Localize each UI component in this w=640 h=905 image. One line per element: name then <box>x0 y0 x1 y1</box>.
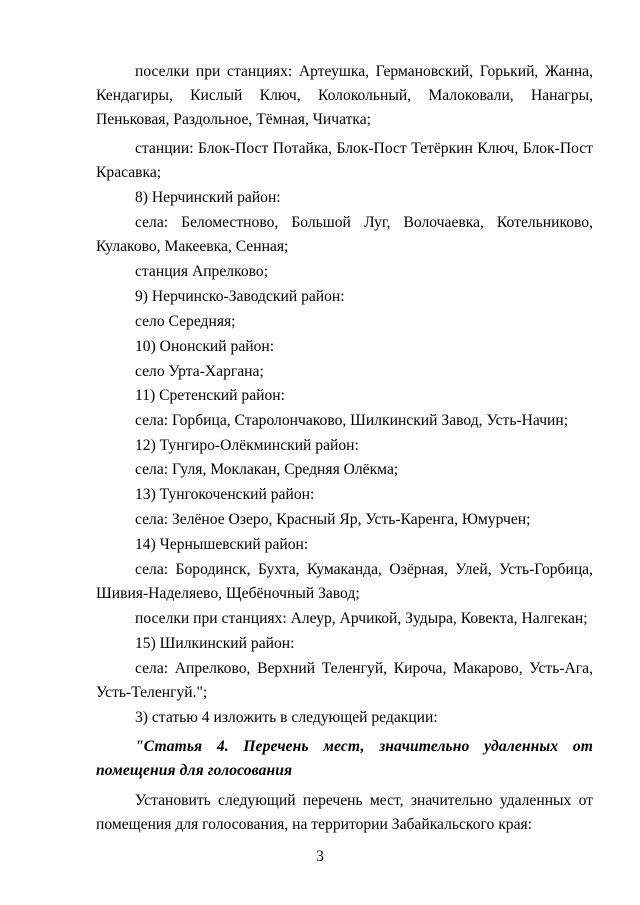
paragraph-villages-tungiro-olyokminsky: села: Гуля, Моклакан, Средняя Олёкма; <box>135 461 399 478</box>
paragraph-station-aprelkovo: станция Апрелково; <box>135 263 269 280</box>
district-heading-shilkinsky: 15) Шилкинский район: <box>135 635 295 652</box>
district-heading-tungiro-olyokminsky: 12) Тунгиро-Олёкминский район: <box>135 437 359 454</box>
paragraph-village-serednyaya: село Середняя; <box>135 313 236 330</box>
page-number: 3 <box>316 848 324 865</box>
paragraph-villages-tungokochensky: села: Зелёное Озеро, Красный Яр, Усть-Каренга, Юмурчен; <box>135 511 531 528</box>
paragraph-villages-chernyshevsky: села: Бородинск, Бухта, Кумаканда, Озёрная, Улей, Усть-Горбица, Шивия-Наделяево, Щебёночный Завод; <box>96 561 593 603</box>
article-4-title: "Статья 4. Перечень мест, значительно удаленных от помещения для голосования <box>96 738 593 780</box>
paragraph-settlements-at-stations: поселки при станциях: Артеушка, Германовский, Горький, Жанна, Кендагиры, Кислый Ключ, Колокольный, Малоковали, Нанагры, Пеньковая, Раздольное, Тёмная, Чичатка; <box>96 63 593 129</box>
district-heading-nerchinsky: 8) Нерчинский район: <box>135 189 281 206</box>
district-heading-sretensky: 11) Сретенский район: <box>135 387 285 404</box>
paragraph-villages-sretensky: села: Горбица, Старолончаково, Шилкинский Завод, Усть-Начин; <box>135 412 569 429</box>
district-heading-tungokochensky: 13) Тунгокоченский район: <box>135 486 315 503</box>
district-heading-ononsky: 10) Ононский район: <box>135 338 275 355</box>
district-heading-nerchinsko-zavodsky: 9) Нерчинско-Заводский район: <box>135 288 345 305</box>
paragraph-stations: станции: Блок-Пост Потайка, Блок-Пост Тетёркин Ключ, Блок-Пост Красавка; <box>96 140 593 182</box>
paragraph-amendment-article-4: 3) статью 4 изложить в следующей редакции: <box>135 709 438 726</box>
paragraph-villages-shilkinsky: села: Апрелково, Верхний Теленгуй, Кироча, Макарово, Усть-Ага, Усть-Теленгуй."; <box>96 660 593 702</box>
paragraph-villages-nerchinsky: села: Беломестново, Большой Луг, Волочаевка, Котельниково, Кулаково, Макеевка, Сенная; <box>96 214 593 256</box>
paragraph-article-4-body: Установить следующий перечень мест, значительно удаленных от помещения для голосования, на территории Забайкальского края: <box>96 792 593 834</box>
paragraph-village-urta-khargana: село Урта-Харгана; <box>135 363 264 380</box>
district-heading-chernyshevsky: 14) Чернышевский район: <box>135 536 309 553</box>
paragraph-settlements-chernyshevsky: поселки при станциях: Алеур, Арчикой, Зудыра, Ковекта, Налгекан; <box>135 610 588 627</box>
